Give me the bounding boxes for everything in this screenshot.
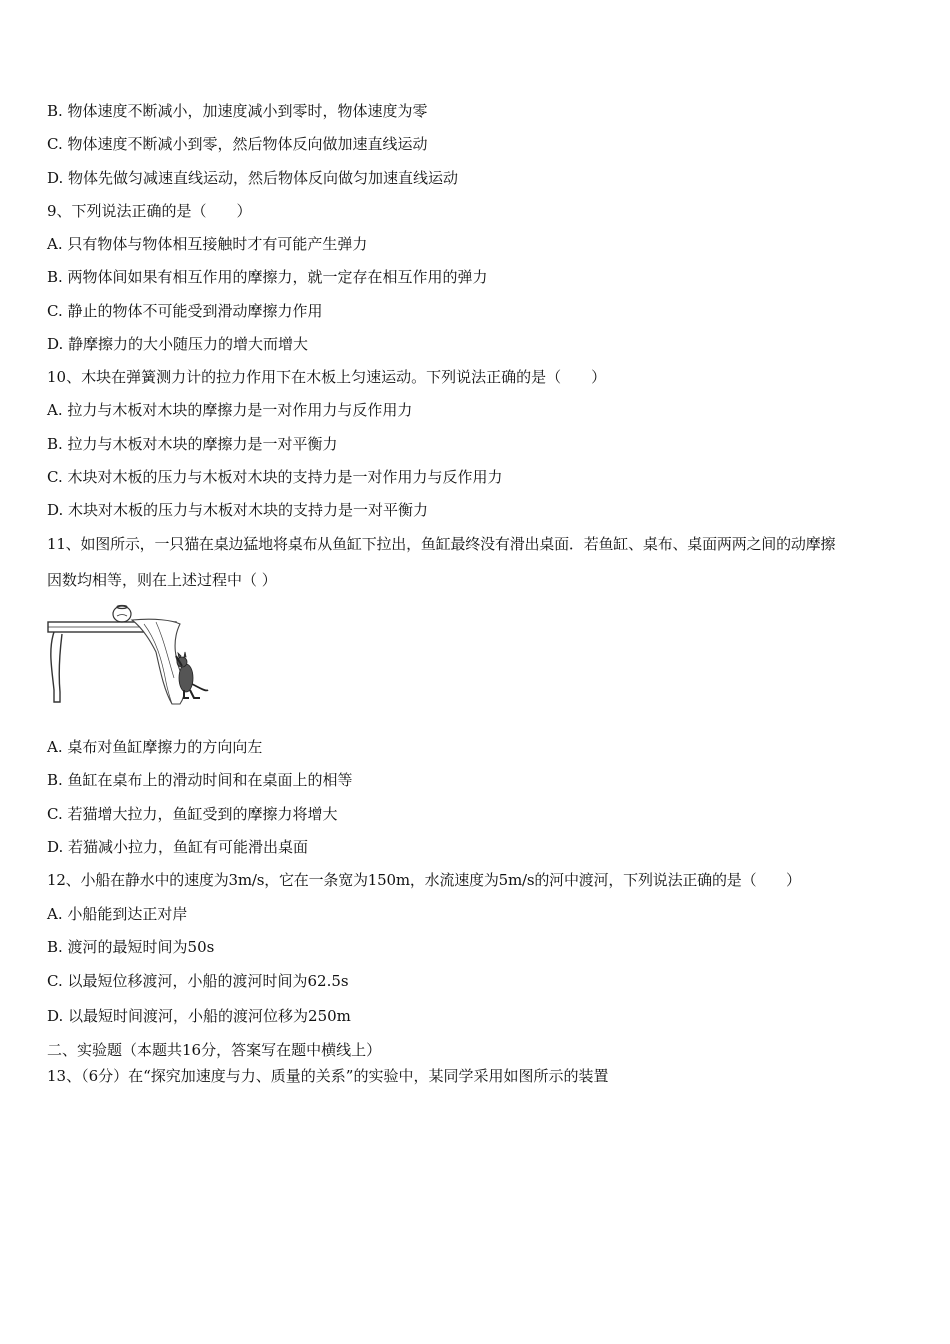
q13-stem: 13、（6分）在“探究加速度与力、质量的关系”的实验中，某同学采用如图所示的装置 — [47, 1067, 609, 1085]
q12-option-a: A. 小船能到达正对岸 — [47, 905, 188, 923]
q8-option-b: B. 物体速度不断减小，加速度减小到零时，物体速度为零 — [47, 102, 428, 120]
q9-option-c: C. 静止的物体不可能受到滑动摩擦力作用 — [47, 302, 323, 320]
q12-option-d: D. 以最短时间渡河，小船的渡河位移为250m — [47, 1007, 351, 1025]
q10-option-c: C. 木块对木板的压力与木板对木块的支持力是一对作用力与反作用力 — [47, 468, 503, 486]
q9-stem: 9、下列说法正确的是（ ） — [47, 202, 252, 220]
q10-option-a: A. 拉力与木板对木块的摩擦力是一对作用力与反作用力 — [47, 401, 413, 419]
q11-option-b: B. 鱼缸在桌布上的滑动时间和在桌面上的相等 — [47, 771, 353, 789]
q8-option-d: D. 物体先做匀减速直线运动，然后物体反向做匀加速直线运动 — [47, 169, 459, 187]
q9-option-b: B. 两物体间如果有相互作用的摩擦力，就一定存在相互作用的弹力 — [47, 268, 488, 286]
q11-stem-line2: 因数均相等，则在上述过程中（ ） — [47, 571, 277, 589]
q10-option-d: D. 木块对木板的压力与木板对木块的支持力是一对平衡力 — [47, 501, 429, 519]
section-heading: 二、实验题（本题共16分，答案写在题中横线上） — [47, 1041, 382, 1059]
q11-option-c: C. 若猫增大拉力，鱼缸受到的摩擦力将增大 — [47, 805, 338, 823]
q10-option-b: B. 拉力与木板对木块的摩擦力是一对平衡力 — [47, 435, 338, 453]
q11-option-d: D. 若猫减小拉力，鱼缸有可能滑出桌面 — [47, 838, 309, 856]
q12-option-c: C. 以最短位移渡河，小船的渡河时间为62.5s — [47, 972, 349, 990]
q8-option-c: C. 物体速度不断减小到零，然后物体反向做加速直线运动 — [47, 135, 428, 153]
q11-stem-line1: 11、如图所示，一只猫在桌边猛地将桌布从鱼缸下拉出，鱼缸最终没有滑出桌面．若鱼缸、桌布、桌面两两之间的动摩擦 — [47, 535, 836, 553]
fishbowl-icon — [113, 606, 131, 623]
q12-option-b: B. 渡河的最短时间为50s — [47, 938, 215, 956]
q9-option-d: D. 静摩擦力的大小随压力的增大而增大 — [47, 335, 309, 353]
q11-option-a: A. 桌布对鱼缸摩擦力的方向向左 — [47, 738, 263, 756]
q10-stem: 10、木块在弹簧测力计的拉力作用下在木板上匀速运动。下列说法正确的是（ ） — [47, 368, 607, 386]
cat-tablecloth-figure — [44, 600, 214, 712]
q12-stem: 12、小船在静水中的速度为3m/s，它在一条宽为150m，水流速度为5m/s的河中渡河，下列说法正确的是（ ） — [47, 871, 801, 889]
q9-option-a: A. 只有物体与物体相互接触时才有可能产生弹力 — [47, 235, 368, 253]
